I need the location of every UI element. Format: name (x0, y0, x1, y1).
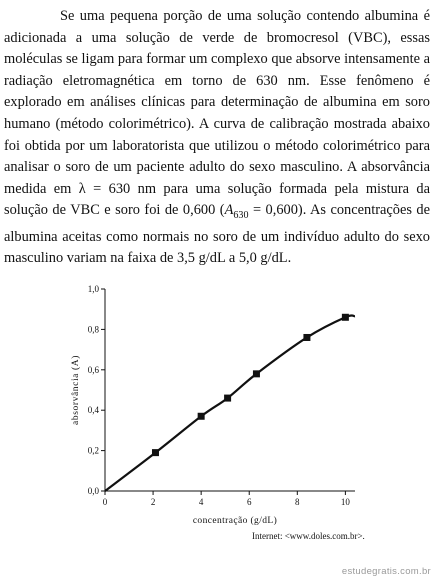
question-paragraph (4, 6, 430, 270)
watermark: estudegratis.com.br (341, 566, 431, 577)
y-tick-label: 0,6 (87, 364, 99, 375)
y-tick-label: 0,4 (87, 405, 99, 416)
data-point-marker (342, 314, 349, 321)
x-axis-title: concentração (g/dL) (192, 516, 278, 526)
data-point-marker (303, 334, 310, 341)
y-tick-label: 0,2 (87, 445, 99, 456)
y-axis-title: absorvância (A) (71, 355, 81, 425)
data-point-marker (198, 413, 205, 420)
calibration-chart (0, 270, 437, 570)
x-tick-label: 2 (150, 497, 156, 507)
paragraph-text-part1: Se uma pequena porção de uma solução contendo albumina é adicionada a uma solução de verde de bromocresol (VBC), essas moléculas se ligam para formar um complexo que absorve intensamente a radiação eletromagnética em torno de 630 nm. Esse fenômeno é explorado em análises clínicas para determinação de albumina em soro humano (método colorimétrico). A curva de calibração mostrada abaixo foi obtida por um laboratorista que utilizou o método colorimétrico para analisar o soro de um paciente adulto do sexo masculino. A absorvância medida em λ = 630 nm para uma solução formada pela mistura da solução de VBC e soro foi de 0,600 ( (4, 8, 430, 219)
chart-svg (0, 270, 437, 532)
x-tick-label: 8 (295, 497, 300, 507)
data-point-marker (152, 449, 159, 456)
y-tick-label: 0,8 (87, 324, 99, 335)
y-tick-label: 1,0 (87, 284, 99, 294)
x-tick-label: 4 (198, 497, 204, 507)
absorbance-subscript: 630 (233, 210, 249, 222)
absorbance-symbol: A (224, 202, 234, 219)
calibration-curve (105, 315, 355, 491)
x-tick-label: 10 (340, 497, 350, 507)
y-tick-label: 0,0 (87, 486, 99, 496)
x-tick-label: 0 (102, 497, 108, 507)
source-citation: Internet: <www.doles.com.br>. (252, 531, 365, 541)
data-point-marker (224, 395, 231, 402)
x-tick-label: 6 (246, 497, 252, 507)
data-point-marker (253, 370, 260, 377)
paragraph-text-part2: = 0,600). As concentrações de albumina aceitas como normais no soro de um indivíduo adulto do sexo masculino variam na faixa de 3,5 g/dL a 5,0 g/dL. (4, 202, 431, 267)
